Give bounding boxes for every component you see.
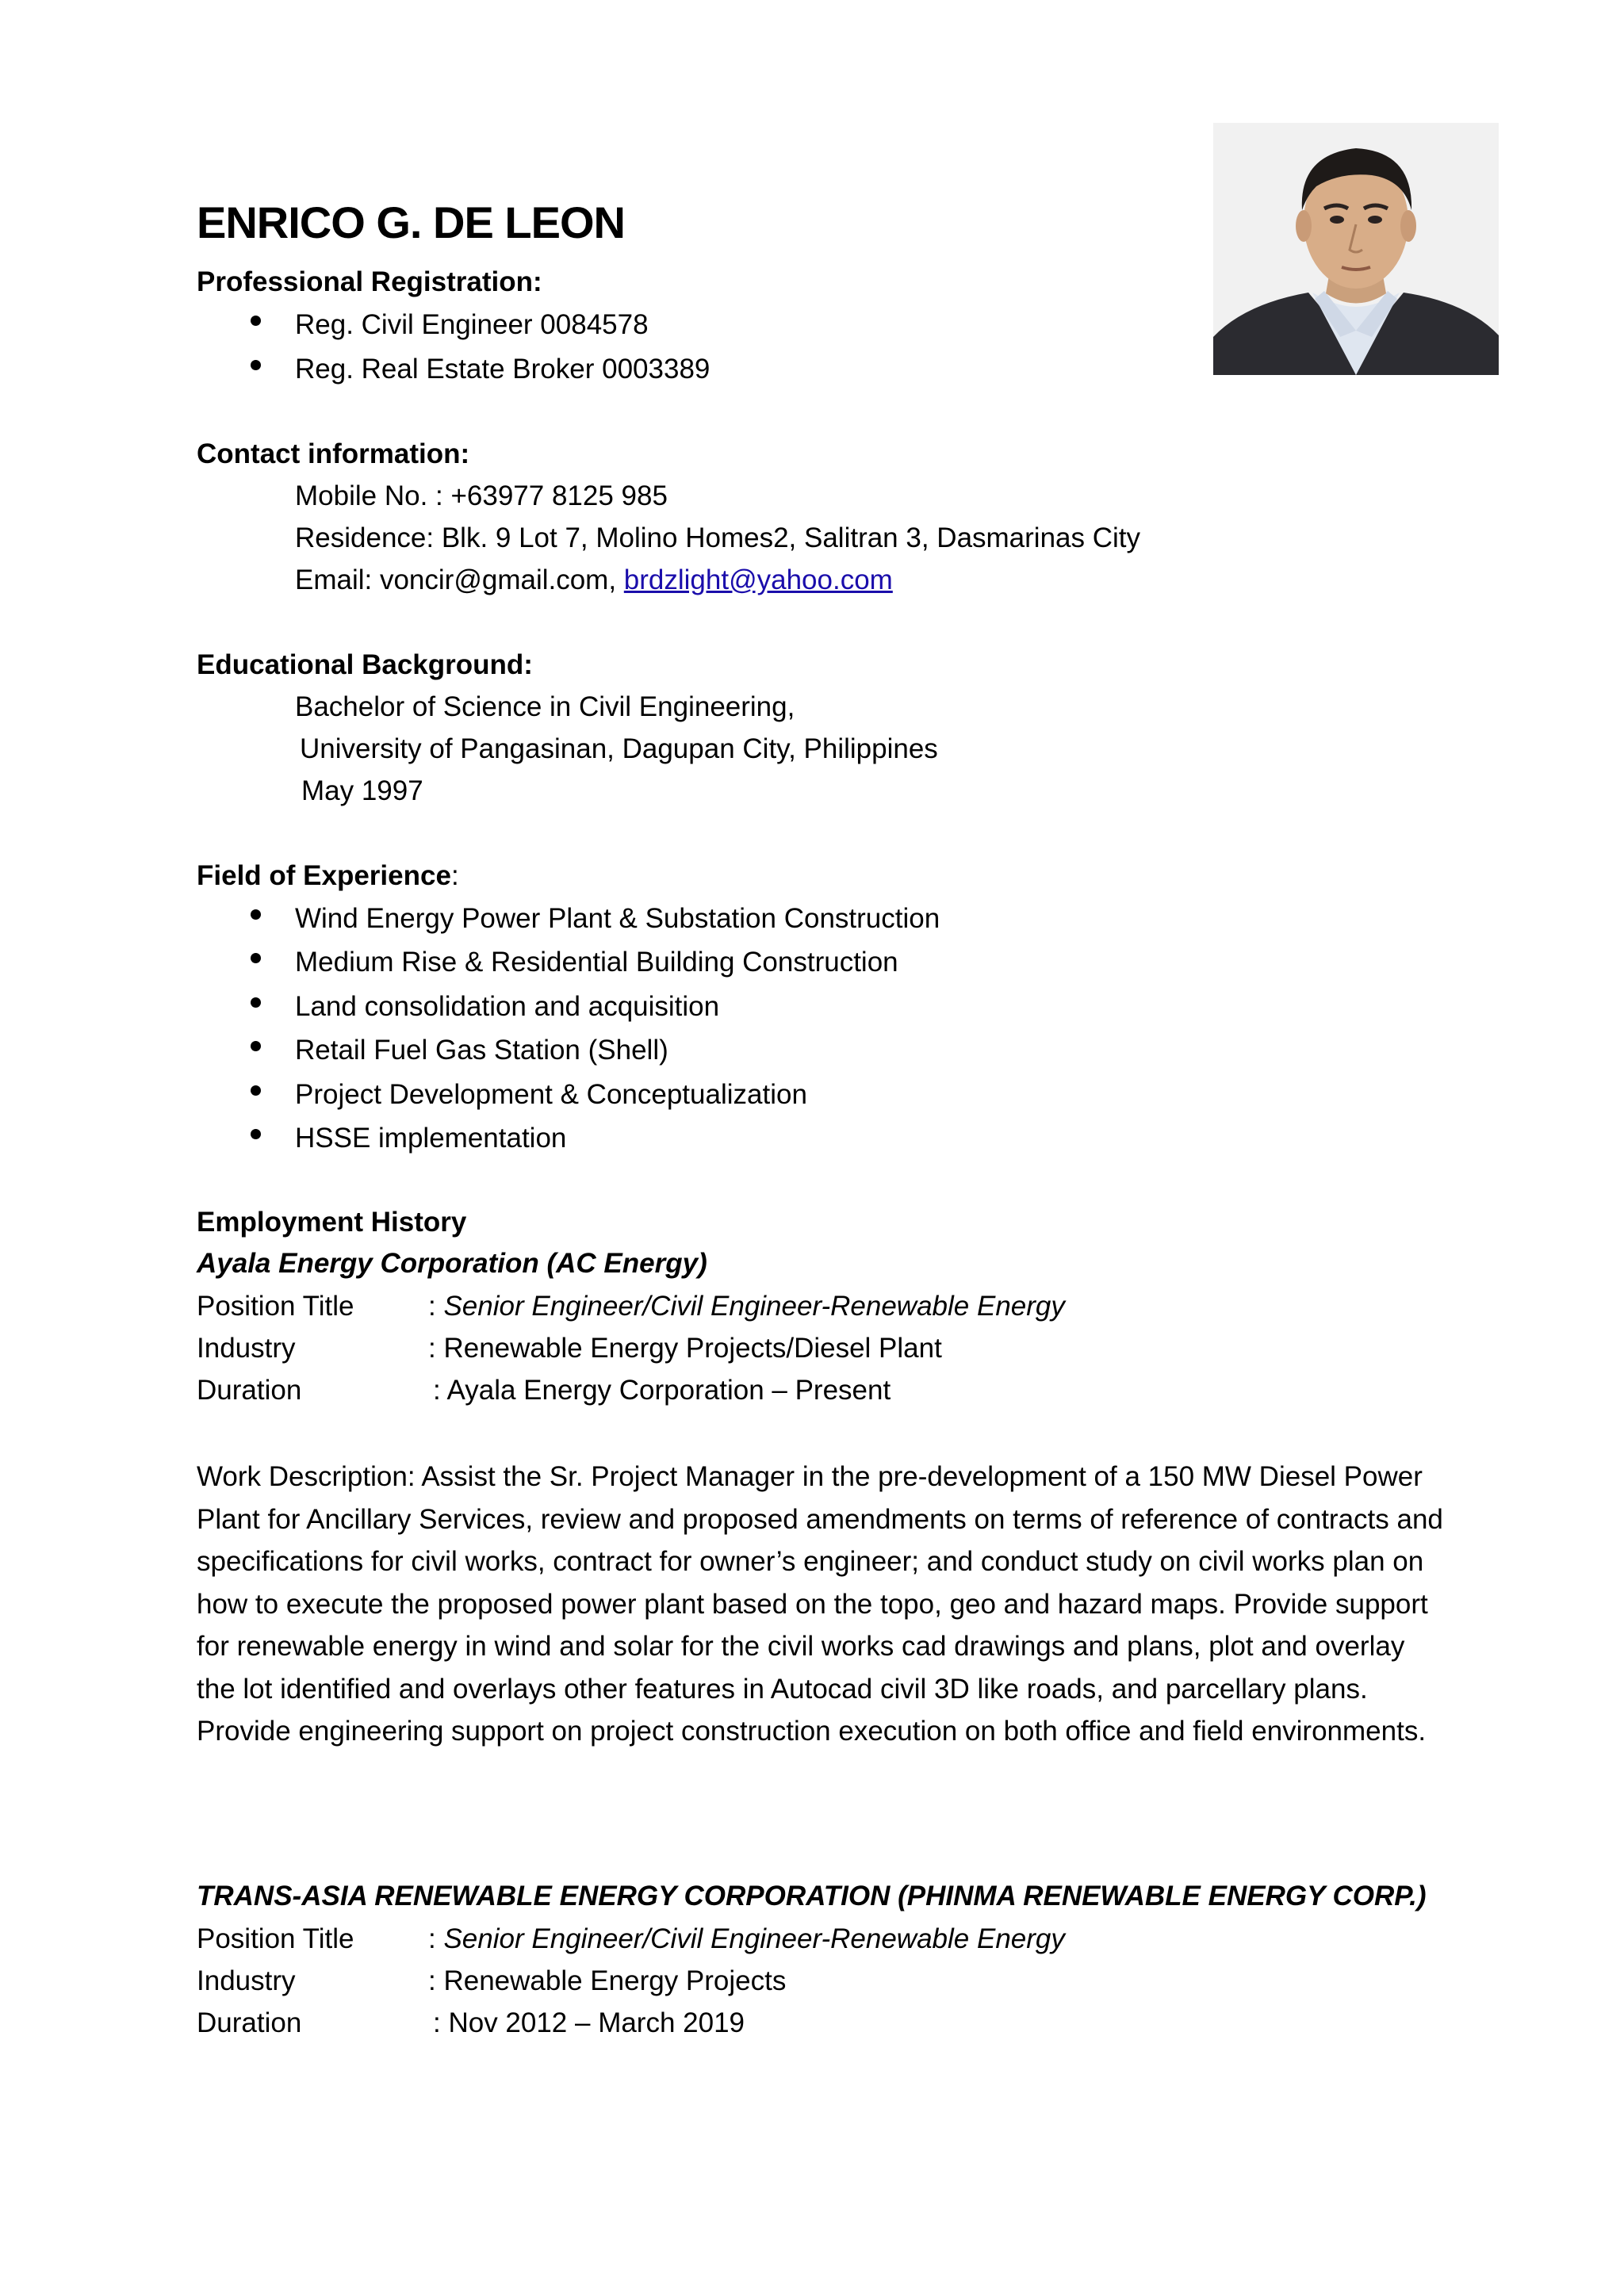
experience-item: Land consolidation and acquisition	[295, 991, 720, 1022]
bullet-icon	[251, 953, 261, 963]
email-line	[295, 566, 893, 594]
job-position-label: Position Title	[197, 1291, 354, 1322]
bullet-icon	[251, 1041, 261, 1051]
job-position-value	[428, 1925, 1065, 1953]
job-duration-label: Duration	[197, 2007, 302, 2038]
job-duration-label: Duration	[197, 1375, 302, 1406]
experience-heading	[197, 862, 459, 890]
mobile-number: Mobile No. : +63977 8125 985	[295, 480, 668, 511]
job-position-value	[428, 1292, 1065, 1320]
job-position-text: Senior Engineer/Civil Engineer-Renewable Energy	[443, 1291, 1065, 1322]
job-duration-value: : Ayala Energy Corporation – Present	[433, 1375, 891, 1406]
job-position-label: Position Title	[197, 1923, 354, 1954]
experience-item: Medium Rise & Residential Building Construction	[295, 947, 898, 978]
experience-item: Wind Energy Power Plant & Substation Construction	[295, 903, 940, 934]
bullet-icon	[251, 1129, 261, 1139]
experience-item: Project Development & Conceptualization	[295, 1079, 807, 1110]
education-degree: Bachelor of Science in Civil Engineering,	[295, 691, 795, 722]
job-description: Work Description: Assist the Sr. Project Manager in the pre-development of a 150 MW Diesel Power Plant for Ancillary Services, review and proposed amendments on terms of reference of contracts and specifications for civil works, contract for owner’s engineer; and conduct study on civil works plan on how to execute the proposed power plant based on the topo, geo and hazard maps. Provide support for renewable energy in wind and solar for the civil works cad drawings and plans, plot and overlay the lot identified and overlays other features in Autocad civil 3D like roads, and parcellary plans. Provide engineering support on project construction execution on both office and field environments.	[197, 1461, 1443, 1747]
education-heading: Educational Background:	[197, 649, 533, 680]
registration-item: Reg. Civil Engineer 0084578	[295, 309, 649, 340]
bullet-icon	[251, 360, 261, 370]
job-position-text: Senior Engineer/Civil Engineer-Renewable Energy	[443, 1923, 1065, 1954]
bullet-icon	[251, 997, 261, 1008]
person-portrait-icon	[1213, 123, 1499, 375]
education-school: University of Pangasinan, Dagupan City, Philippines	[300, 733, 938, 764]
job-company: TRANS-ASIA RENEWABLE ENERGY CORPORATION (PHINMA RENEWABLE ENERGY CORP.)	[197, 1881, 1427, 1911]
employment-heading: Employment History	[197, 1207, 467, 1238]
experience-heading-colon: :	[450, 860, 459, 891]
job-industry-value: : Renewable Energy Projects	[428, 1965, 787, 1996]
residence-address: Residence: Blk. 9 Lot 7, Molino Homes2, Salitran 3, Dasmarinas City	[295, 522, 1141, 553]
registration-item: Reg. Real Estate Broker 0003389	[295, 354, 710, 385]
education-date: May 1997	[301, 775, 423, 806]
candidate-name: ENRICO G. DE LEON	[197, 197, 625, 247]
email-link[interactable]: brdzlight@yahoo.com	[623, 564, 893, 595]
bullet-icon	[251, 1085, 261, 1096]
job-industry-label: Industry	[197, 1965, 296, 1996]
job-duration-value: : Nov 2012 – March 2019	[433, 2007, 745, 2038]
email-text: Email: voncir@gmail.com,	[295, 564, 624, 595]
job-company: Ayala Energy Corporation (AC Energy)	[197, 1248, 707, 1279]
experience-item: Retail Fuel Gas Station (Shell)	[295, 1035, 668, 1066]
bullet-icon	[251, 909, 261, 920]
professional-registration-heading: Professional Registration:	[197, 266, 542, 297]
job-position-separator: :	[428, 1923, 444, 1954]
profile-photo	[1213, 123, 1499, 375]
bullet-icon	[251, 316, 261, 326]
experience-heading-text: Field of Experience	[197, 860, 451, 891]
contact-heading: Contact information:	[197, 438, 470, 469]
job-position-separator: :	[428, 1291, 444, 1322]
job-industry-value: : Renewable Energy Projects/Diesel Plant	[428, 1333, 942, 1364]
job-industry-label: Industry	[197, 1333, 296, 1364]
experience-item: HSSE implementation	[295, 1123, 567, 1154]
